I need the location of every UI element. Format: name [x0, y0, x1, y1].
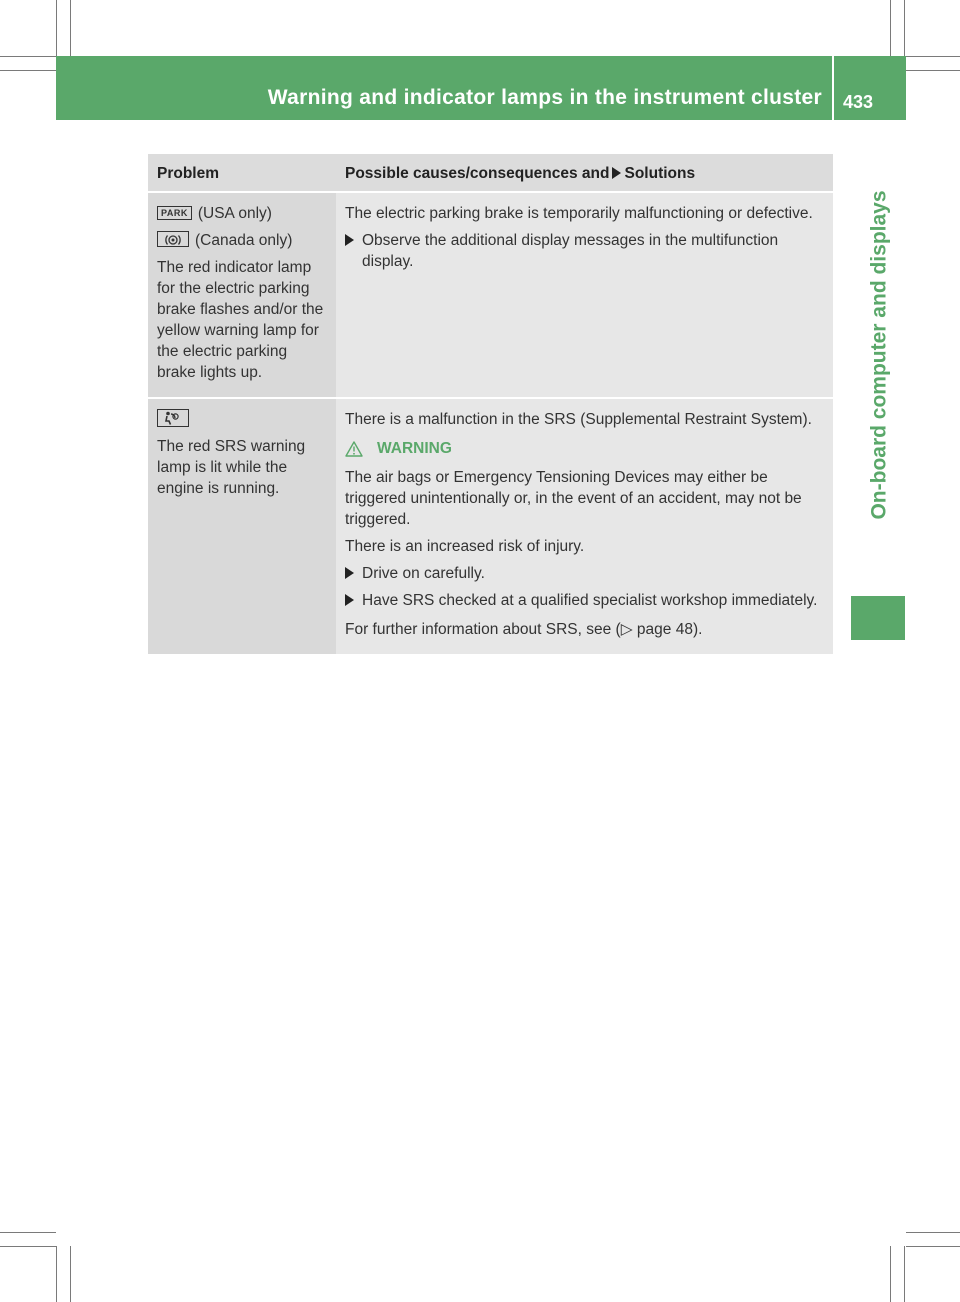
lamp-canada-label: (Canada only): [195, 232, 293, 249]
warning-text: The air bags or Emergency Tensioning Devices may either be triggered unintentionally or, in the event of an accident, may not be triggered.: [345, 469, 802, 528]
side-tab-marker: [851, 596, 905, 640]
lamp-usa-label: (USA only): [197, 205, 272, 222]
solution-cell: [336, 397, 833, 654]
problem-solution-table: [148, 154, 833, 654]
page-number: 433: [843, 92, 874, 112]
step-text: Observe the additional display messages in the multifunction display.: [362, 232, 779, 270]
crop-mark: [70, 0, 71, 56]
solution-cell: [336, 191, 833, 397]
step-text: Drive on carefully.: [362, 565, 485, 582]
solution-step: [345, 563, 824, 584]
crop-mark: [70, 1246, 71, 1302]
lamp-canada: [157, 230, 327, 251]
crop-mark: [904, 0, 905, 56]
crop-mark: [890, 0, 891, 56]
problem-description: The red SRS warning lamp is lit while the engine is running.: [157, 438, 306, 497]
further-info-pre: For further information about SRS, see (: [345, 621, 621, 638]
warning-heading: [345, 438, 824, 459]
warning-triangle-icon: [345, 441, 363, 457]
problem-description: The red indicator lamp for the electric parking brake flashes and/or the yellow warning lamp for the electric parking brake lights up.: [157, 259, 324, 381]
srs-airbag-icon: [157, 409, 189, 427]
step-arrow-icon: [345, 594, 354, 606]
brake-warning-icon: [157, 231, 189, 247]
table-row: [148, 397, 833, 654]
header-separator: [832, 56, 834, 120]
crop-mark: [906, 70, 960, 71]
table-header-row: [148, 154, 833, 191]
crop-mark: [890, 1246, 891, 1302]
park-brake-icon: PARK: [157, 206, 192, 220]
crop-mark: [904, 1246, 905, 1302]
crop-mark: [906, 56, 960, 57]
step-text: Have SRS checked at a qualified specialist workshop immediately.: [362, 592, 818, 609]
side-tab-label: On-board computer and displays: [868, 190, 891, 520]
crop-mark: [0, 1246, 56, 1247]
crop-mark: [0, 1232, 56, 1233]
solution-step: [345, 590, 824, 611]
table-row: [148, 191, 833, 397]
crop-mark: [906, 1232, 960, 1233]
page-header: [56, 56, 906, 120]
column-header-solutions-post: Solutions: [624, 165, 696, 182]
crop-mark: [0, 70, 56, 71]
side-tab: [860, 120, 900, 590]
cause-text: The electric parking brake is temporarily malfunctioning or defective.: [345, 205, 813, 222]
problem-cell: [148, 397, 336, 654]
further-info-post: ).: [692, 621, 703, 638]
page-title: Warning and indicator lamps in the instrument cluster: [267, 86, 822, 109]
cause-text: There is a malfunction in the SRS (Supplemental Restraint System).: [345, 411, 812, 428]
crop-mark: [56, 0, 57, 56]
page-reference-link[interactable]: page 48: [636, 621, 693, 638]
lamp-srs: [157, 409, 327, 430]
step-arrow-icon: [345, 567, 354, 579]
solution-arrow-icon: [612, 167, 621, 179]
further-info: [345, 619, 824, 640]
page-ref-arrow-icon: ▷: [620, 621, 633, 638]
crop-mark: [906, 1246, 960, 1247]
warning-label: WARNING: [377, 440, 452, 457]
crop-mark: [0, 56, 56, 57]
risk-text: There is an increased risk of injury.: [345, 538, 585, 555]
lamp-usa: [157, 203, 327, 224]
column-header-problem: Problem: [148, 154, 336, 191]
problem-cell: [148, 191, 336, 397]
solution-step: [345, 230, 824, 272]
step-arrow-icon: [345, 234, 354, 246]
column-header-solutions: [336, 154, 833, 191]
column-header-solutions-pre: Possible causes/consequences and: [345, 165, 610, 182]
crop-mark: [56, 1246, 57, 1302]
